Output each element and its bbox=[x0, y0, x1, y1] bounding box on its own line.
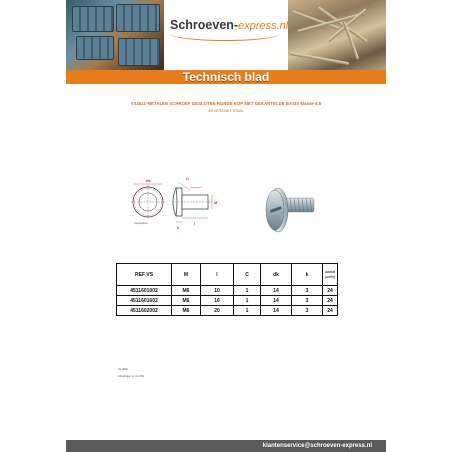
footnote-line-1: NL 2019 bbox=[118, 368, 128, 371]
c-label: C bbox=[186, 176, 189, 181]
banner-title: Technisch blad bbox=[182, 70, 270, 84]
header-quantity-line1: aantal bbox=[324, 269, 336, 274]
header-dk: dk bbox=[261, 264, 292, 286]
cell-k: 3 bbox=[292, 296, 323, 306]
l-label: l bbox=[194, 221, 196, 226]
header-quantity-line2: (units) bbox=[324, 274, 336, 279]
cell-k: 3 bbox=[292, 306, 323, 316]
cell-c: 1 bbox=[234, 296, 261, 306]
company-logo[interactable] bbox=[170, 18, 289, 42]
k-label: k bbox=[177, 225, 180, 230]
footnotes bbox=[118, 366, 144, 380]
cell-l: 10 bbox=[201, 286, 234, 296]
product-subtitle: ZB VERZINKT STAAL bbox=[208, 109, 244, 113]
header-banner bbox=[66, 0, 386, 70]
tools-photo bbox=[66, 0, 164, 70]
logo-main-text: Schroeven- bbox=[170, 18, 239, 32]
cell-quantity: 24 bbox=[323, 306, 338, 316]
logo-accent-text: express.nl bbox=[238, 20, 289, 32]
header-c: C bbox=[234, 264, 261, 286]
cell-ref: 4511601602 bbox=[117, 296, 172, 306]
header-quantity bbox=[323, 264, 338, 286]
footnote-line-2: Afmetingen in mm DIN bbox=[118, 375, 145, 378]
header-k: k bbox=[292, 264, 323, 286]
header-ref: REF VS bbox=[117, 264, 172, 286]
cell-m: M6 bbox=[172, 306, 201, 316]
cell-dk: 14 bbox=[261, 286, 292, 296]
dk-label: dk bbox=[146, 178, 151, 183]
spec-table bbox=[116, 263, 338, 316]
table-row bbox=[117, 296, 338, 306]
document-page bbox=[66, 0, 386, 452]
header-m: M bbox=[172, 264, 201, 286]
footer-email-link[interactable]: klantenservice@schroeven-express.nl bbox=[262, 443, 372, 449]
cell-m: M6 bbox=[172, 286, 201, 296]
product-title: VS4511-METALEN SCHROEF GESLOTEN RONDE KOP MET GEKARTELDE BASIS klasse 6.8 bbox=[130, 101, 322, 106]
cell-m: M6 bbox=[172, 296, 201, 306]
footer-bar bbox=[66, 440, 386, 452]
screw-photo bbox=[258, 178, 328, 238]
technical-drawing bbox=[126, 168, 246, 232]
cell-ref: 4511601002 bbox=[117, 286, 172, 296]
cell-dk: 14 bbox=[261, 306, 292, 316]
cell-quantity: 24 bbox=[323, 286, 338, 296]
cell-dk: 14 bbox=[261, 296, 292, 306]
header-l: l bbox=[201, 264, 234, 286]
knurl-label: Kartelgebied bbox=[134, 222, 148, 225]
table-row bbox=[117, 306, 338, 316]
m-label: M bbox=[214, 200, 218, 205]
table-row bbox=[117, 286, 338, 296]
cell-quantity: 24 bbox=[323, 296, 338, 306]
cell-c: 1 bbox=[234, 286, 261, 296]
logo-swoosh-icon bbox=[170, 32, 280, 41]
cell-l: 16 bbox=[201, 296, 234, 306]
screws-photo bbox=[288, 0, 386, 70]
cell-c: 1 bbox=[234, 306, 261, 316]
length-label: standaard l1 bbox=[190, 187, 203, 189]
table-header-row bbox=[117, 264, 338, 286]
cell-ref: 4511602002 bbox=[117, 306, 172, 316]
cell-k: 3 bbox=[292, 286, 323, 296]
front-view-drawing bbox=[131, 184, 165, 219]
cell-l: 20 bbox=[201, 306, 234, 316]
